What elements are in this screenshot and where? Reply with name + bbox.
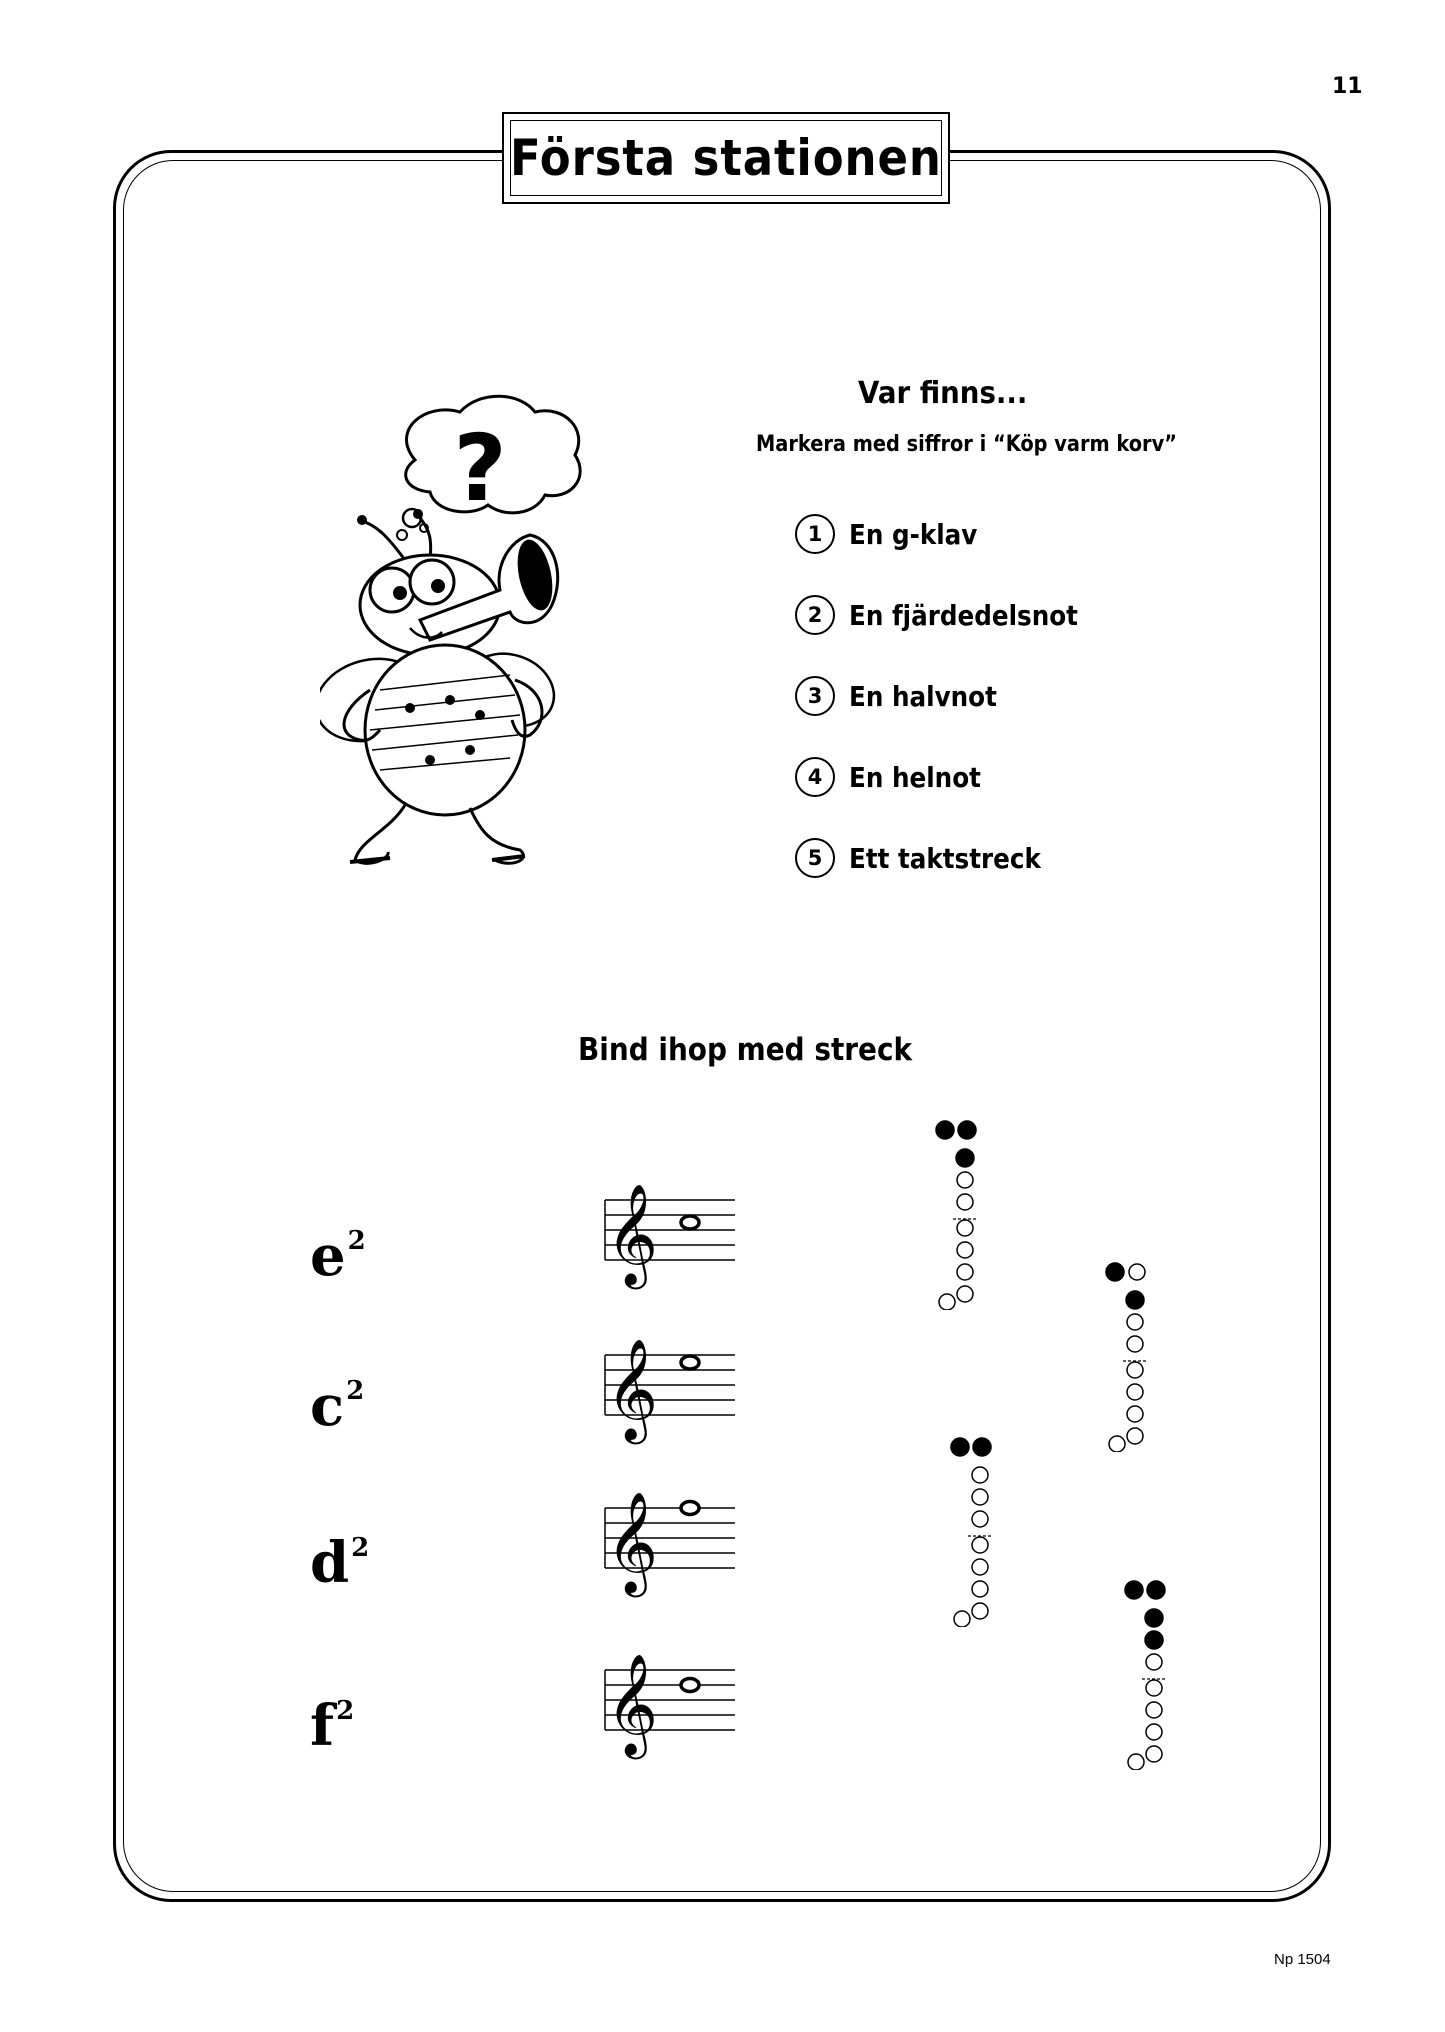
open-hole — [1127, 1384, 1143, 1400]
open-hole — [972, 1467, 988, 1483]
fingering-chart — [935, 1120, 995, 1310]
closed-hole — [1147, 1581, 1165, 1599]
open-hole — [972, 1489, 988, 1505]
whole-note — [681, 1502, 699, 1515]
closed-hole — [958, 1121, 976, 1139]
closed-hole — [973, 1438, 991, 1456]
task-label: Ett taktstreck — [849, 841, 1041, 875]
open-hole — [1146, 1654, 1162, 1670]
number-circle: 4 — [795, 757, 835, 797]
g-clef-icon: 𝄞 — [606, 1182, 659, 1285]
open-hole — [972, 1537, 988, 1553]
closed-hole — [1126, 1291, 1144, 1309]
g-clef-icon: 𝄞 — [606, 1490, 659, 1593]
open-hole — [972, 1511, 988, 1527]
note-name-label — [310, 1520, 370, 1596]
note-letter: e — [310, 1223, 346, 1289]
open-hole — [1109, 1436, 1125, 1452]
staff-notation — [600, 1180, 740, 1300]
open-hole — [1127, 1314, 1143, 1330]
svg-text:?: ? — [453, 415, 507, 522]
number-circle: 1 — [795, 514, 835, 554]
open-hole — [1127, 1362, 1143, 1378]
closed-hole — [1106, 1263, 1124, 1281]
closed-hole — [956, 1149, 974, 1167]
open-hole — [1127, 1428, 1143, 1444]
staff-notation — [600, 1650, 740, 1770]
fingering-chart — [1105, 1262, 1165, 1452]
list-item — [795, 512, 1215, 556]
open-hole — [957, 1172, 973, 1188]
note-octave: 2 — [351, 1533, 370, 1563]
open-hole — [954, 1611, 970, 1627]
list-item — [795, 593, 1215, 637]
list-item — [795, 674, 1215, 718]
open-hole — [1129, 1264, 1145, 1280]
page-number: 11 — [1332, 74, 1363, 99]
g-clef-icon: 𝄞 — [606, 1337, 659, 1440]
closed-hole — [951, 1438, 969, 1456]
open-hole — [972, 1603, 988, 1619]
open-hole — [1146, 1680, 1162, 1696]
note-octave: 2 — [346, 1376, 365, 1406]
section-heading-var-finns: Var finns... — [858, 376, 1028, 411]
note-letter: c — [310, 1373, 345, 1439]
closed-hole — [1145, 1609, 1163, 1627]
open-hole — [1146, 1702, 1162, 1718]
open-hole — [957, 1242, 973, 1258]
task-list — [795, 512, 1215, 917]
number-circle: 3 — [795, 676, 835, 716]
number-circle: 2 — [795, 595, 835, 635]
open-hole — [1127, 1406, 1143, 1422]
note-name-label — [310, 1683, 355, 1759]
open-hole — [957, 1194, 973, 1210]
task-label: En g-klav — [849, 517, 978, 551]
section-instruction: Markera med siffror i “Köp varm korv” — [756, 432, 1177, 457]
closed-hole — [1125, 1581, 1143, 1599]
task-label: En halvnot — [849, 679, 997, 713]
task-label: En helnot — [849, 760, 981, 794]
whole-note — [681, 1356, 699, 1369]
closed-hole — [936, 1121, 954, 1139]
whole-note — [681, 1679, 699, 1692]
open-hole — [1146, 1746, 1162, 1762]
number-circle: 5 — [795, 838, 835, 878]
fingering-chart — [950, 1437, 1010, 1627]
whole-note — [681, 1216, 699, 1229]
note-name-label — [310, 1363, 365, 1439]
note-octave: 2 — [336, 1696, 355, 1726]
closed-hole — [1145, 1631, 1163, 1649]
footer-code: Np 1504 — [1274, 1951, 1331, 1968]
section-heading-bind-ihop: Bind ihop med streck — [578, 1032, 913, 1068]
open-hole — [957, 1264, 973, 1280]
open-hole — [972, 1581, 988, 1597]
note-letter: d — [310, 1530, 350, 1596]
bee-mascot-illustration — [320, 390, 590, 870]
open-hole — [972, 1559, 988, 1575]
open-hole — [939, 1294, 955, 1310]
open-hole — [1146, 1724, 1162, 1740]
note-name-label — [310, 1213, 366, 1289]
open-hole — [957, 1220, 973, 1236]
title-box — [502, 112, 950, 204]
note-octave: 2 — [347, 1226, 366, 1256]
list-item — [795, 836, 1215, 880]
open-hole — [1127, 1336, 1143, 1352]
note-letter: f — [310, 1693, 335, 1759]
staff-notation — [600, 1488, 740, 1608]
page-title: Första stationen — [510, 129, 942, 187]
task-label: En fjärdedelsnot — [849, 598, 1078, 632]
open-hole — [957, 1286, 973, 1302]
staff-notation — [600, 1335, 740, 1455]
g-clef-icon: 𝄞 — [606, 1652, 659, 1755]
open-hole — [1128, 1754, 1144, 1770]
list-item — [795, 755, 1215, 799]
fingering-chart — [1124, 1580, 1184, 1770]
